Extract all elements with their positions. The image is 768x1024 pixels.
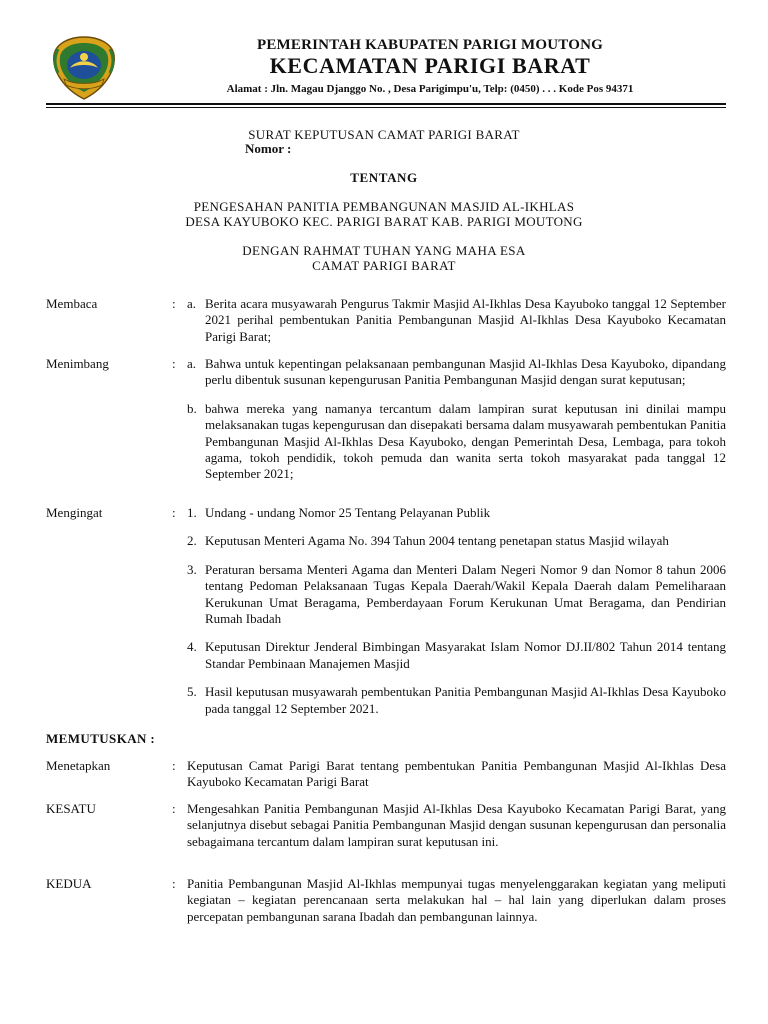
decree-title: SURAT KEPUTUSAN CAMAT PARIGI BARAT xyxy=(248,127,520,142)
letterhead-rule-thick xyxy=(46,103,726,105)
section-colon: : xyxy=(172,801,176,816)
section-colon: : xyxy=(172,296,176,311)
subject-line-1: PENGESAHAN PANITIA PEMBANGUNAN MASJID AL-IKHLAS xyxy=(193,199,575,214)
item-text: Keputusan Direktur Jenderal Bimbingan Masyarakat Islam Nomor DJ.II/802 Tahun 2014 tentang Standar Pembinaan Manajemen Masjid xyxy=(205,639,726,671)
item-text: Hasil keputusan musyawarah pembentukan Panitia Pembangunan Masjid Al-Ikhlas Desa Kayuboko pada tanggal 12 September 2021. xyxy=(205,684,726,716)
district-title: KECAMATAN PARIGI BARAT xyxy=(269,53,591,78)
item-text: bahwa mereka yang namanya tercantum dalam lampiran surat keputusan ini dinilai mampu melaksanakan tugas kepengurusan dan disepakati bersama dalam musyawarah pembentukan Panitia Pembangunan Masjid Al-Ikhlas Desa Kayuboko, dengan Pemerintah Desa, Lembaga, para tokoh agama, tokoh pendidik, tokoh pemuda dan wanita serta tokoh masyarakat pada tanggal 12 September 2021; xyxy=(205,400,726,482)
section-label: Menetapkan xyxy=(46,758,111,773)
item-marker: a. xyxy=(187,356,197,371)
list-item xyxy=(187,639,726,672)
item-marker: a. xyxy=(187,296,197,311)
decree-number: Nomor : xyxy=(245,141,292,156)
office-address: Alamat : Jln. Magau Djanggo No. , Desa Parigimpu'u, Telp: (0450) . . . Kode Pos 94371 xyxy=(226,83,634,95)
section-colon: : xyxy=(172,356,176,371)
list-item xyxy=(187,533,726,549)
list-item xyxy=(187,505,726,521)
section-colon: : xyxy=(172,505,176,520)
letterhead xyxy=(140,36,720,97)
list-item xyxy=(187,562,726,628)
item-marker: 2. xyxy=(187,533,197,549)
list-item xyxy=(187,356,726,389)
list-item xyxy=(187,684,726,717)
item-text: Bahwa untuk kepentingan pelaksanaan pembangunan Masjid Al-Ikhlas Desa Kayuboko, dipandang perlu dibentuk susunan kepengurusan Panitia Pembangunan Masjid dengan surat keputusan; xyxy=(205,356,726,388)
section-label: Menimbang xyxy=(46,356,109,371)
tentang-heading: TENTANG xyxy=(350,170,418,185)
section-label: KEDUA xyxy=(46,876,92,891)
preamble-line-1: DENGAN RAHMAT TUHAN YANG MAHA ESA xyxy=(242,243,526,258)
decision-heading: MEMUTUSKAN : xyxy=(46,731,156,746)
item-text: Keputusan Menteri Agama No. 394 Tahun 2004 tentang penetapan status Masjid wilayah xyxy=(205,533,669,549)
section-text: Keputusan Camat Parigi Barat tentang pembentukan Panitia Pembangunan Masjid Al-Ikhlas Desa Kayuboko Kecamatan Parigi Barat xyxy=(187,758,726,790)
section-label: Membaca xyxy=(46,296,98,311)
item-text: Undang - undang Nomor 25 Tentang Pelayanan Publik xyxy=(205,505,491,520)
section-colon: : xyxy=(172,758,176,773)
regency-emblem-icon xyxy=(50,35,118,101)
preamble-line-2: CAMAT PARIGI BARAT xyxy=(312,258,456,273)
list-item xyxy=(187,296,726,345)
subject-line-2: DESA KAYUBOKO KEC. PARIGI BARAT KAB. PARIGI MOUTONG xyxy=(185,214,583,229)
section-text: Panitia Pembangunan Masjid Al-Ikhlas mempunyai tugas menyelenggarakan kegiatan yang meliputi kegiatan – kegiatan perencanaan serta melakukan hal – hal lain yang diperlukan dalam proses percepatan pembangunan sarana Ibadah dan pembangunan lainnya. xyxy=(187,876,726,924)
item-marker: 3. xyxy=(187,561,197,577)
item-marker: 5. xyxy=(187,684,197,700)
item-marker: b. xyxy=(187,400,197,416)
section-label: KESATU xyxy=(46,801,96,816)
section-text: Mengesahkan Panitia Pembangunan Masjid Al-Ikhlas Desa Kayuboko Kecamatan Parigi Barat, yang selanjutnya disebut sebagai Panitia Pembangunan Masjid dengan susunan kepengurusan dan personalia sebagaimana tercantum dalam lampiran surat keputusan ini. xyxy=(187,801,726,849)
letterhead-rule-thin xyxy=(46,107,726,108)
list-item xyxy=(187,401,726,483)
section-label: Mengingat xyxy=(46,505,103,520)
item-text: Berita acara musyawarah Pengurus Takmir Masjid Al-Ikhlas Desa Kayuboko tanggal 12 September 2021 perihal pembentukan Panitia Pembangunan Masjid Al-Ikhlas Desa Kayuboko Kecamatan Parigi Barat; xyxy=(205,296,726,344)
item-text: Peraturan bersama Menteri Agama dan Menteri Dalam Negeri Nomor 9 dan Nomor 8 tahun 2006 tentang Pedoman Pelaksanaan Tugas Kepala Daerah/Wakil Kepala Daerah dalam Pemeliharaan Kerukunan Umat Beragama, Pemberdayaan Forum Kerukunan Umat Beragama, dan Pendirian Rumah Ibadah xyxy=(205,561,726,627)
item-marker: 4. xyxy=(187,639,197,655)
item-marker: 1. xyxy=(187,505,197,520)
government-title: PEMERINTAH KABUPATEN PARIGI MOUTONG xyxy=(256,37,604,53)
section-colon: : xyxy=(172,876,176,891)
